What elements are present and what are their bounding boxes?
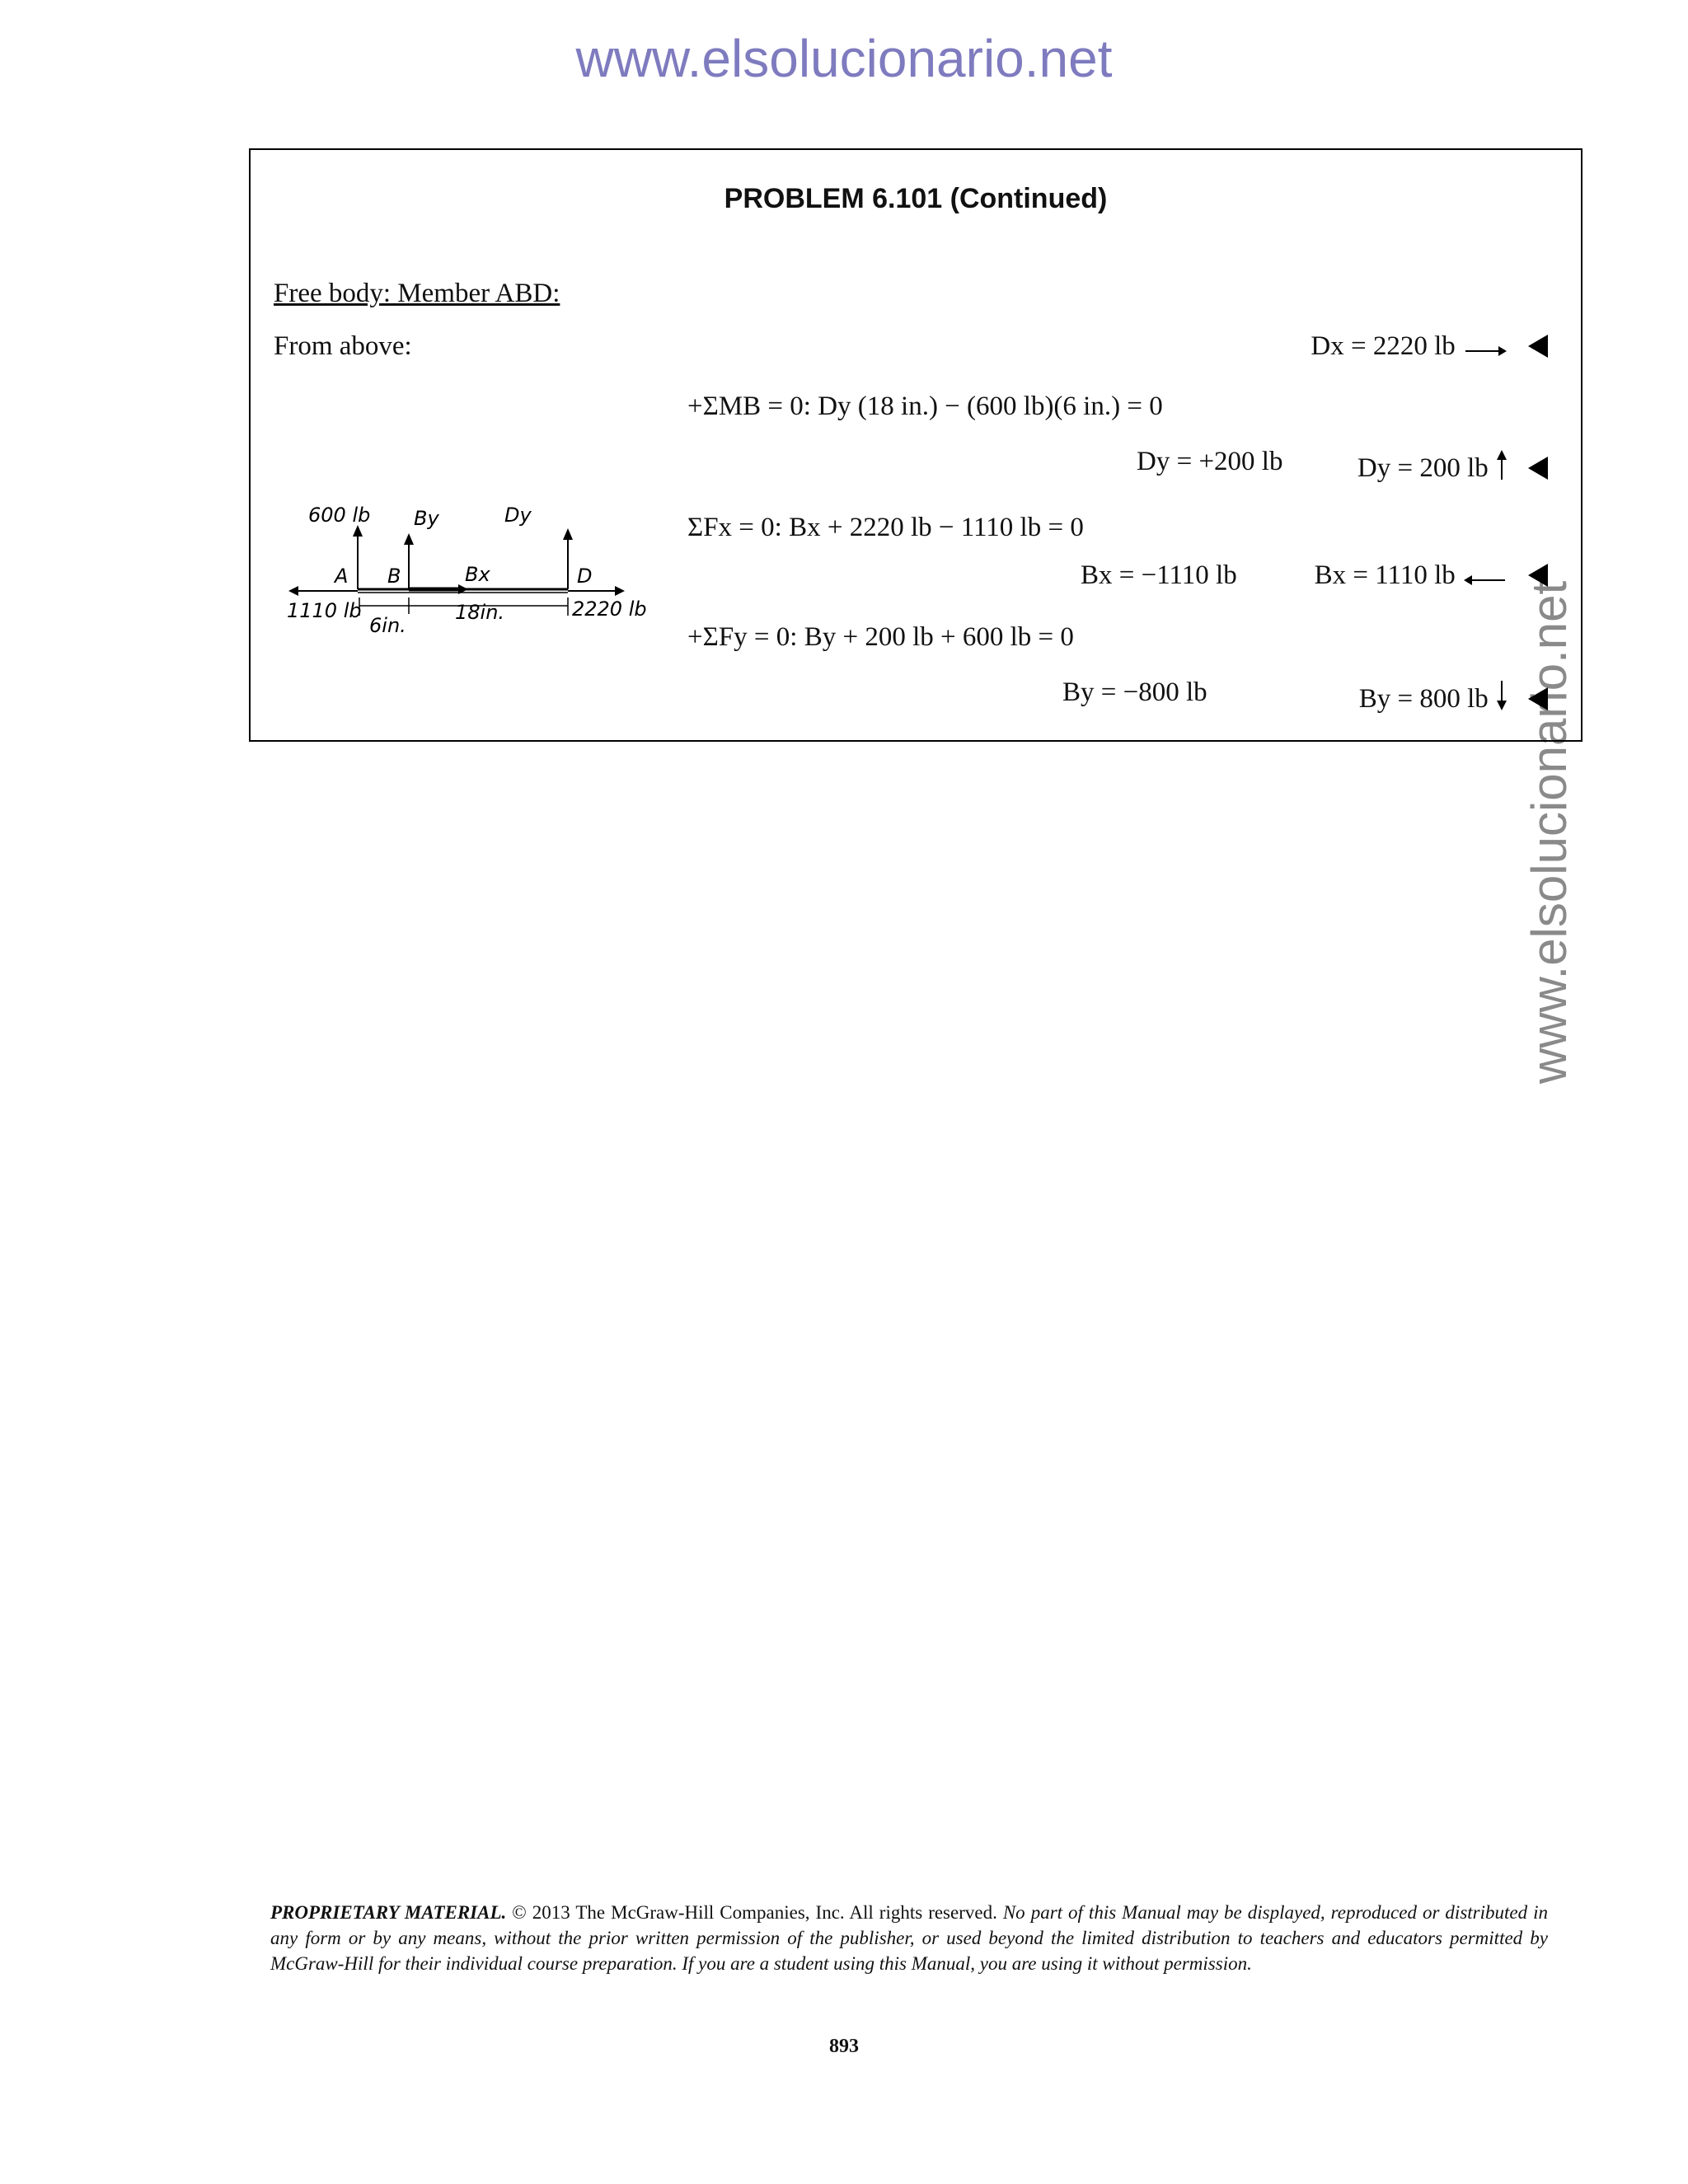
dy-value: Dy = +200 lb [1137, 447, 1283, 476]
label-1110lb: 1110 lb [287, 599, 362, 622]
legal-notice [270, 1900, 1548, 1976]
label-2220lb: 2220 lb [572, 598, 647, 621]
label-dy: Dy [504, 504, 532, 527]
answer-marker-icon [1528, 335, 1548, 358]
arrow-left-icon [1462, 572, 1508, 588]
result-bx-text: Bx = 1110 lb [1314, 560, 1456, 590]
watermark-side: www.elsolucionario.net [1522, 580, 1577, 1085]
result-by-text: By = 800 lb [1358, 684, 1489, 714]
problem-title: PROBLEM 6.101 (Continued) [724, 183, 1108, 214]
label-600lb: 600 lb [308, 504, 371, 527]
answer-marker-icon [1528, 564, 1548, 587]
free-body-diagram [284, 500, 647, 640]
result-dx [1311, 333, 1548, 360]
problem-box [249, 148, 1582, 742]
from-above-label: From above: [274, 331, 412, 361]
legal-plain: © 2013 The McGraw-Hill Companies, Inc. All rights reserved. [506, 1902, 1003, 1923]
legal-bold: PROPRIETARY MATERIAL. [270, 1902, 507, 1923]
legal-italic: No part of this Manual may be displayed, reproduced or distributed in any form or by any means, without the prior written permission of the publisher, or used beyond the limited distribution to teachers and educators permitted by McGraw-Hill for their individual course preparation. If you are a student using this Manual, you are using it without permission. [270, 1902, 1548, 1974]
result-dx-text: Dx = 2220 lb [1311, 331, 1456, 361]
watermark-top: www.elsolucionario.net [575, 29, 1113, 88]
label-bx: Bx [465, 563, 490, 586]
result-bx [1315, 562, 1548, 589]
label-18in: 18in. [455, 601, 505, 624]
arrow-down-icon [1495, 679, 1508, 712]
label-by: By [414, 507, 439, 530]
moment-equation: +ΣMB = 0: Dy (18 in.) − (600 lb)(6 in.) = 0 [687, 391, 1163, 421]
fx-equation: ΣFx = 0: Bx + 2220 lb − 1110 lb = 0 [687, 513, 1084, 542]
page-number: 893 [829, 2036, 859, 2057]
by-value: By = −800 lb [1062, 677, 1207, 707]
free-body-label: Free body: Member ABD: [274, 279, 560, 308]
label-d: D [577, 565, 593, 588]
arrow-up-icon [1495, 448, 1508, 481]
arrow-right-icon [1462, 343, 1508, 359]
label-a: A [335, 565, 349, 588]
answer-marker-icon [1528, 457, 1548, 480]
result-by [1359, 679, 1548, 713]
label-b: B [387, 565, 401, 588]
fy-equation: +ΣFy = 0: By + 200 lb + 600 lb = 0 [687, 622, 1074, 652]
label-6in: 6in. [369, 614, 406, 637]
result-dy [1357, 448, 1548, 482]
result-dy-text: Dy = 200 lb [1357, 453, 1489, 483]
bx-value: Bx = −1110 lb [1081, 560, 1237, 590]
answer-marker-icon [1528, 687, 1548, 710]
